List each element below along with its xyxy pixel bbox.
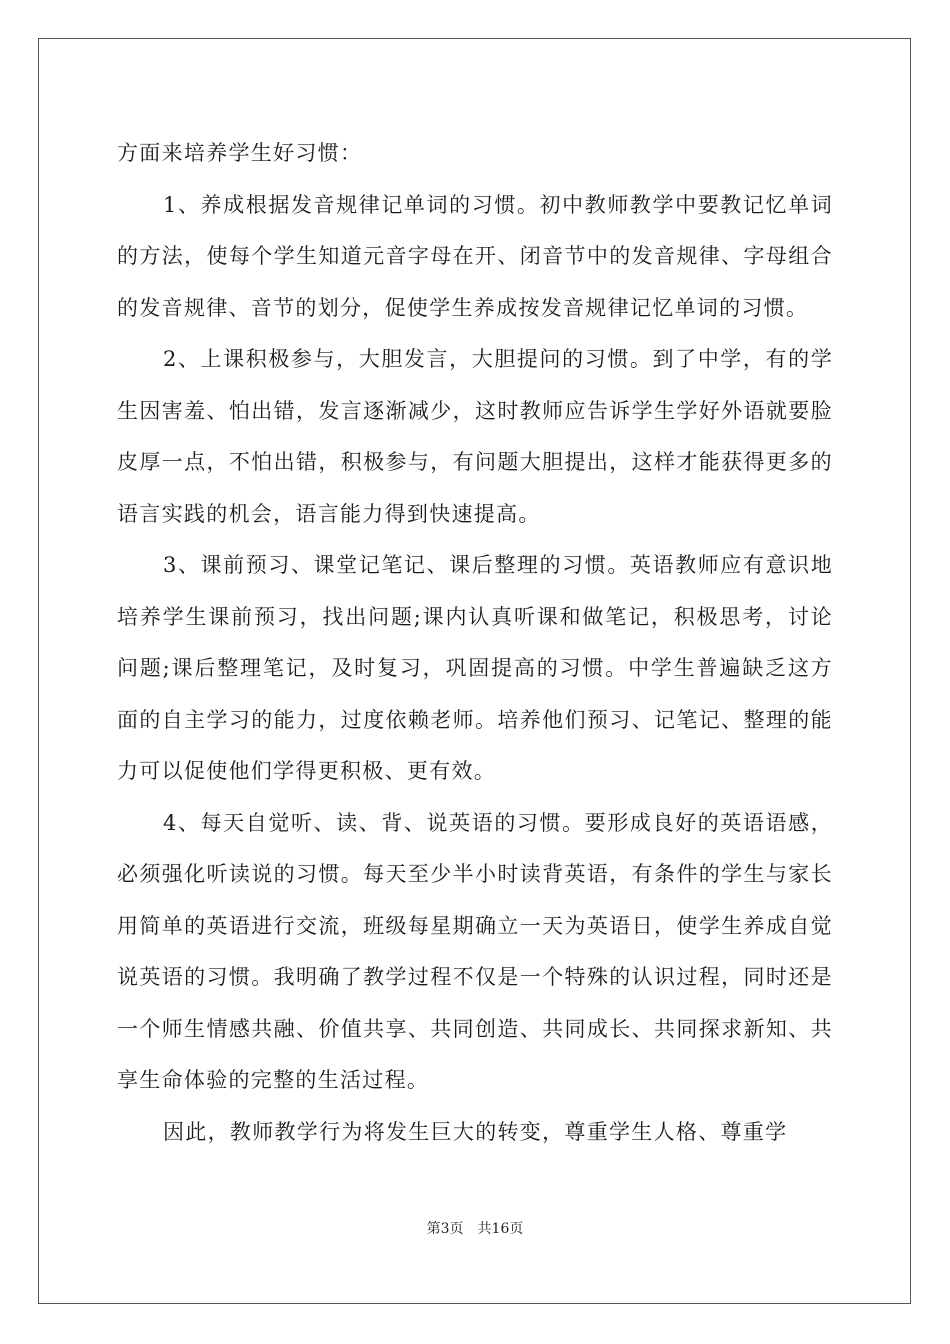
page-number: 第3页: [426, 1221, 464, 1237]
page-total: 共16页: [477, 1221, 524, 1237]
paragraph: 方面来培养学生好习惯：: [117, 141, 363, 165]
paragraph: 2、上课积极参与，大胆发言，大胆提问的习惯。到了中学，有的学生因害羞、怕出错，发言逐渐减少，这时教师应告诉学生学好外语就要脸皮厚一点，不怕出错，积极参与，有问题大胆提出，这样才能获得更多的语言实践的机会，语言能力得到快速提高。: [117, 347, 833, 526]
paragraph: 因此，教师教学行为将发生巨大的转变，尊重学生人格、尊重学: [163, 1119, 788, 1144]
paragraph: 4、每天自觉听、读、背、说英语的习惯。要形成良好的英语语感，必须强化听读说的习惯。每天至少半小时读背英语，有条件的学生与家长用简单的英语进行交流，班级每星期确立一天为英语日，使学生养成自觉说英语的习惯。我明确了教学过程不仅是一个特殊的认识过程，同时还是一个师生情感共融、价值共享、共同创造、共同成长、共同探求新知、共享生命体验的完整的生活过程。: [117, 810, 833, 1092]
paragraph: 3、课前预习、课堂记笔记、课后整理的习惯。英语教师应有意识地培养学生课前预习，找出问题;课内认真听课和做笔记，积极思考，讨论问题;课后整理笔记，及时复习，巩固提高的习惯。中学生普遍缺乏这方面的自主学习的能力，过度依赖老师。培养他们预习、记笔记、整理的能力可以促使他们学得更积极、更有效。: [117, 553, 833, 783]
page-footer: [0, 1218, 950, 1238]
paragraph: 1、养成根据发音规律记单词的习惯。初中教师教学中要教记忆单词的方法，使每个学生知道元音字母在开、闭音节中的发音规律、字母组合的发音规律、音节的划分，促使学生养成按发音规律记忆单词的习惯。: [117, 192, 833, 320]
document-body: [117, 128, 833, 1158]
